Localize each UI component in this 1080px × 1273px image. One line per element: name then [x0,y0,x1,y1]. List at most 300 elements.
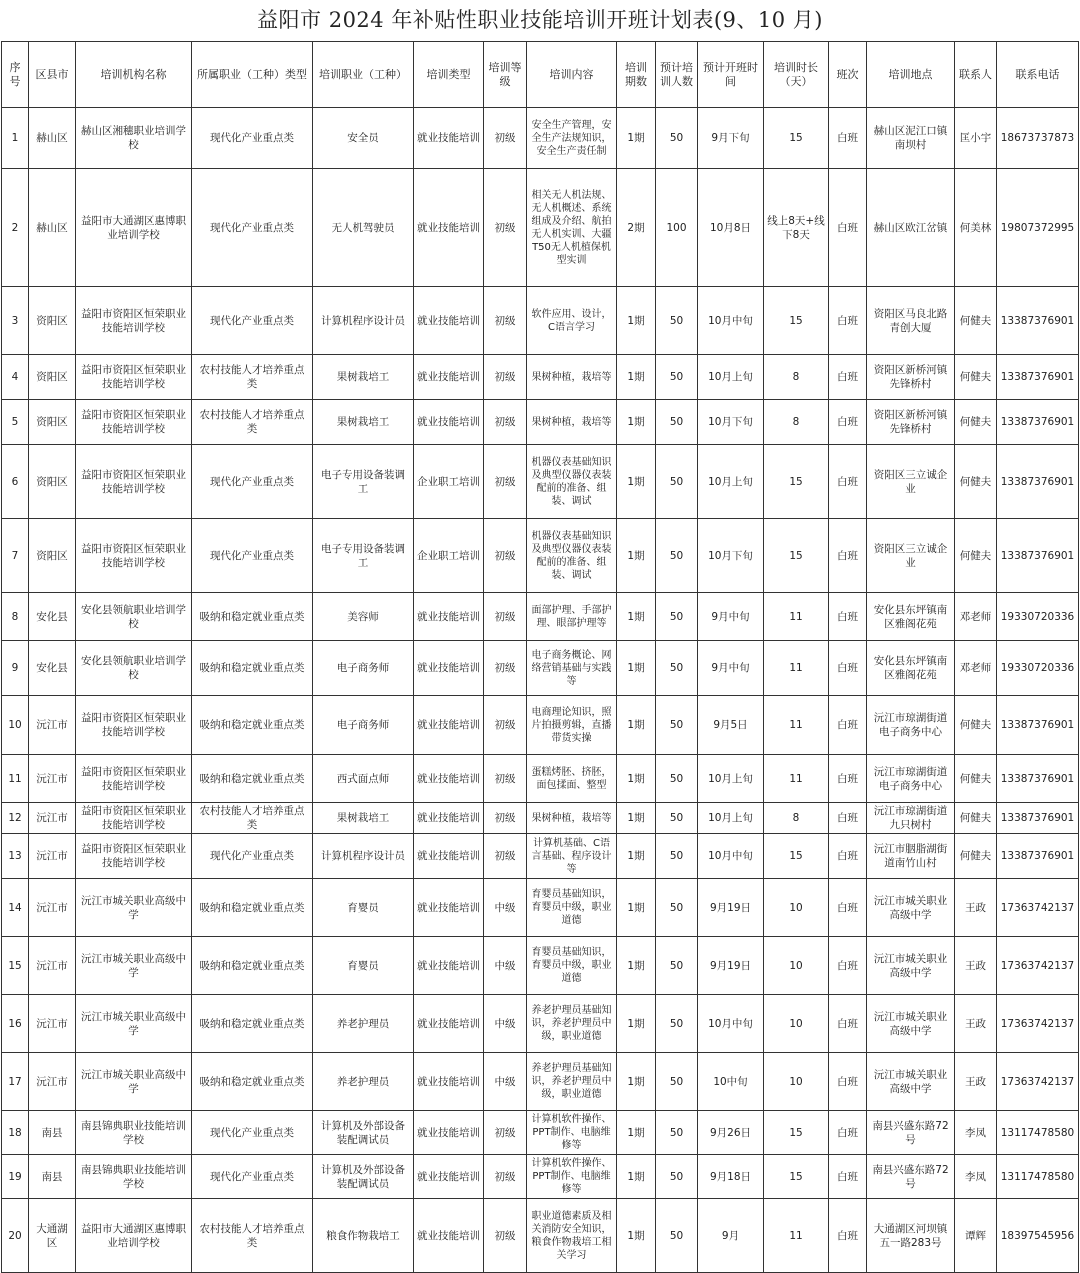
cell-col-level: 初级 [484,593,527,641]
cell-col-training-type: 企业职工培训 [414,445,484,519]
table-row [2,1155,1079,1199]
cell-col-duration: 15 [764,1155,829,1199]
cell-col-institution: 沅江市城关职业高级中学 [76,937,192,995]
cell-col-level: 初级 [484,108,527,169]
cell-col-contact: 何健夫 [955,400,997,445]
cell-col-phone: 17363742137 [997,879,1079,937]
cell-col-level: 初级 [484,1155,527,1199]
cell-col-duration: 11 [764,1199,829,1273]
cell-col-occupation: 电子专用设备装调工 [313,445,414,519]
cell-col-occupation-type: 现代化产业重点类 [192,1111,313,1155]
cell-col-district: 沅江市 [29,834,76,879]
header-col-sessions: 培训期数 [617,42,656,108]
cell-col-phone: 13387376901 [997,400,1079,445]
cell-col-shift: 白班 [829,108,867,169]
cell-col-headcount: 50 [656,803,698,834]
header-col-phone: 联系电话 [997,42,1079,108]
header-col-institution: 培训机构名称 [76,42,192,108]
cell-col-institution: 益阳市资阳区恒荣职业技能培训学校 [76,287,192,355]
cell-col-duration: 8 [764,400,829,445]
cell-col-location: 安化县东坪镇南区雅阁花苑 [867,641,955,696]
cell-col-shift: 白班 [829,287,867,355]
cell-col-shift: 白班 [829,755,867,803]
cell-col-start-time: 9月中旬 [698,593,764,641]
cell-col-district: 赫山区 [29,108,76,169]
cell-col-content: 机器仪表基础知识及典型仪器仪表装配前的准备、组装、调试 [527,519,617,593]
cell-col-location: 沅江市胭脂湖街道南竹山村 [867,834,955,879]
cell-col-start-time: 10月中旬 [698,995,764,1053]
cell-col-sessions: 1期 [617,445,656,519]
cell-col-content: 计算机软件操作、PPT制作、电脑维修等 [527,1111,617,1155]
cell-col-institution: 益阳市资阳区恒荣职业技能培训学校 [76,445,192,519]
cell-col-headcount: 50 [656,519,698,593]
cell-col-level: 中级 [484,1053,527,1111]
cell-col-training-type: 就业技能培训 [414,169,484,287]
cell-col-sessions: 1期 [617,519,656,593]
cell-col-content: 育婴员基础知识，育婴员中级，职业道德 [527,879,617,937]
cell-col-occupation-type: 吸纳和稳定就业重点类 [192,696,313,755]
cell-col-start-time: 9月19日 [698,879,764,937]
cell-col-location: 沅江市琼湖街道九只树村 [867,803,955,834]
cell-col-sessions: 1期 [617,1155,656,1199]
table-row [2,834,1079,879]
cell-col-contact: 何健夫 [955,834,997,879]
cell-col-location: 大通湖区河坝镇五一路283号 [867,1199,955,1273]
cell-col-content: 蛋糕烤胚、挤胚，面包揉面、整型 [527,755,617,803]
cell-col-training-type: 就业技能培训 [414,1155,484,1199]
cell-col-duration: 11 [764,755,829,803]
table-row [2,879,1079,937]
cell-col-phone: 13387376901 [997,755,1079,803]
cell-col-district: 资阳区 [29,400,76,445]
cell-col-duration: 10 [764,937,829,995]
cell-col-training-type: 就业技能培训 [414,1199,484,1273]
cell-col-occupation: 无人机驾驶员 [313,169,414,287]
cell-col-phone: 19330720336 [997,641,1079,696]
cell-col-headcount: 100 [656,169,698,287]
header-col-level: 培训等级 [484,42,527,108]
cell-col-contact: 何健夫 [955,445,997,519]
cell-col-occupation: 粮食作物栽培工 [313,1199,414,1273]
cell-col-sessions: 1期 [617,1111,656,1155]
cell-col-index: 14 [2,879,29,937]
cell-col-headcount: 50 [656,696,698,755]
cell-col-sessions: 1期 [617,287,656,355]
cell-col-content: 电商理论知识，照片拍摄剪辑，直播带货实操 [527,696,617,755]
cell-col-start-time: 10月8日 [698,169,764,287]
table-row [2,400,1079,445]
cell-col-content: 计算机基础、C语言基础、程序设计等 [527,834,617,879]
cell-col-content: 职业道德素质及相关消防安全知识，粮食作物栽培工相关学习 [527,1199,617,1273]
cell-col-duration: 15 [764,445,829,519]
cell-col-shift: 白班 [829,696,867,755]
header-col-occupation: 培训职业（工种） [313,42,414,108]
cell-col-contact: 匡小宇 [955,108,997,169]
cell-col-content: 安全生产管理，安全生产法规知识，安全生产责任制 [527,108,617,169]
cell-col-start-time: 9月 [698,1199,764,1273]
cell-col-contact: 何美林 [955,169,997,287]
cell-col-location: 安化县东坪镇南区雅阁花苑 [867,593,955,641]
cell-col-sessions: 1期 [617,355,656,400]
cell-col-training-type: 就业技能培训 [414,834,484,879]
cell-col-occupation: 养老护理员 [313,1053,414,1111]
cell-col-occupation-type: 现代化产业重点类 [192,834,313,879]
cell-col-content: 果树种植，栽培等 [527,400,617,445]
cell-col-index: 5 [2,400,29,445]
cell-col-training-type: 就业技能培训 [414,108,484,169]
cell-col-shift: 白班 [829,593,867,641]
cell-col-content: 机器仪表基础知识及典型仪器仪表装配前的准备、组装、调试 [527,445,617,519]
cell-col-headcount: 50 [656,879,698,937]
cell-col-level: 初级 [484,834,527,879]
cell-col-phone: 17363742137 [997,1053,1079,1111]
cell-col-index: 2 [2,169,29,287]
cell-col-content: 育婴员基础知识，育婴员中级，职业道德 [527,937,617,995]
cell-col-location: 资阳区新桥河镇先锋桥村 [867,400,955,445]
cell-col-duration: 11 [764,641,829,696]
cell-col-duration: 11 [764,696,829,755]
table-row [2,803,1079,834]
cell-col-headcount: 50 [656,1053,698,1111]
cell-col-occupation-type: 农村技能人才培养重点类 [192,1199,313,1273]
cell-col-district: 资阳区 [29,355,76,400]
cell-col-district: 沅江市 [29,803,76,834]
cell-col-index: 17 [2,1053,29,1111]
cell-col-index: 1 [2,108,29,169]
cell-col-sessions: 1期 [617,696,656,755]
cell-col-headcount: 50 [656,937,698,995]
cell-col-training-type: 就业技能培训 [414,803,484,834]
header-col-headcount: 预计培训人数 [656,42,698,108]
cell-col-start-time: 10月下旬 [698,400,764,445]
cell-col-location: 沅江市琼湖街道电子商务中心 [867,755,955,803]
cell-col-start-time: 10月上旬 [698,755,764,803]
table-row [2,696,1079,755]
cell-col-contact: 何健夫 [955,755,997,803]
cell-col-start-time: 10月上旬 [698,355,764,400]
cell-col-duration: 10 [764,879,829,937]
cell-col-occupation-type: 吸纳和稳定就业重点类 [192,593,313,641]
cell-col-occupation: 果树栽培工 [313,803,414,834]
cell-col-headcount: 50 [656,834,698,879]
cell-col-occupation-type: 吸纳和稳定就业重点类 [192,879,313,937]
cell-col-district: 沅江市 [29,879,76,937]
training-plan-table [1,41,1079,1273]
cell-col-occupation-type: 现代化产业重点类 [192,169,313,287]
cell-col-institution: 益阳市资阳区恒荣职业技能培训学校 [76,400,192,445]
cell-col-occupation-type: 现代化产业重点类 [192,445,313,519]
cell-col-contact: 何健夫 [955,696,997,755]
table-row [2,995,1079,1053]
cell-col-occupation-type: 现代化产业重点类 [192,108,313,169]
cell-col-index: 3 [2,287,29,355]
cell-col-phone: 17363742137 [997,937,1079,995]
cell-col-index: 6 [2,445,29,519]
header-col-start-time: 预计开班时间 [698,42,764,108]
cell-col-phone: 13387376901 [997,355,1079,400]
cell-col-content: 软件应用、设计，C语言学习 [527,287,617,355]
cell-col-sessions: 1期 [617,834,656,879]
table-row [2,169,1079,287]
cell-col-occupation-type: 现代化产业重点类 [192,287,313,355]
cell-col-duration: 8 [764,803,829,834]
cell-col-occupation-type: 农村技能人才培养重点类 [192,400,313,445]
cell-col-headcount: 50 [656,1155,698,1199]
cell-col-institution: 安化县领航职业培训学校 [76,641,192,696]
cell-col-location: 资阳区新桥河镇先锋桥村 [867,355,955,400]
cell-col-phone: 17363742137 [997,995,1079,1053]
cell-col-training-type: 就业技能培训 [414,879,484,937]
cell-col-phone: 18397545956 [997,1199,1079,1273]
cell-col-occupation-type: 农村技能人才培养重点类 [192,803,313,834]
cell-col-district: 沅江市 [29,995,76,1053]
cell-col-contact: 邓老师 [955,641,997,696]
cell-col-headcount: 50 [656,1111,698,1155]
cell-col-duration: 线上8天+线下8天 [764,169,829,287]
cell-col-content: 养老护理员基础知识，养老护理员中级，职业道德 [527,1053,617,1111]
table-row [2,593,1079,641]
cell-col-start-time: 9月下旬 [698,108,764,169]
cell-col-institution: 益阳市资阳区恒荣职业技能培训学校 [76,803,192,834]
cell-col-shift: 白班 [829,879,867,937]
cell-col-contact: 邓老师 [955,593,997,641]
cell-col-district: 南县 [29,1155,76,1199]
cell-col-location: 资阳区三立诚企业 [867,519,955,593]
cell-col-shift: 白班 [829,355,867,400]
cell-col-institution: 赫山区湘穗职业培训学校 [76,108,192,169]
cell-col-headcount: 50 [656,995,698,1053]
cell-col-duration: 8 [764,355,829,400]
cell-col-occupation: 美容师 [313,593,414,641]
cell-col-location: 南县兴盛东路72号 [867,1155,955,1199]
table-row [2,755,1079,803]
cell-col-shift: 白班 [829,400,867,445]
cell-col-occupation: 养老护理员 [313,995,414,1053]
cell-col-contact: 李凤 [955,1155,997,1199]
cell-col-contact: 何健夫 [955,355,997,400]
cell-col-duration: 15 [764,834,829,879]
cell-col-index: 8 [2,593,29,641]
cell-col-training-type: 就业技能培训 [414,937,484,995]
cell-col-district: 沅江市 [29,755,76,803]
cell-col-duration: 11 [764,593,829,641]
cell-col-level: 初级 [484,400,527,445]
cell-col-shift: 白班 [829,937,867,995]
cell-col-location: 资阳区马良北路青创大厦 [867,287,955,355]
cell-col-phone: 13387376901 [997,834,1079,879]
header-col-district: 区县市 [29,42,76,108]
cell-col-training-type: 就业技能培训 [414,1111,484,1155]
cell-col-training-type: 就业技能培训 [414,355,484,400]
cell-col-contact: 谭辉 [955,1199,997,1273]
cell-col-occupation: 果树栽培工 [313,400,414,445]
cell-col-occupation-type: 吸纳和稳定就业重点类 [192,937,313,995]
cell-col-index: 11 [2,755,29,803]
cell-col-district: 大通湖区 [29,1199,76,1273]
table-row [2,445,1079,519]
cell-col-location: 沅江市城关职业高级中学 [867,879,955,937]
cell-col-occupation: 电子专用设备装调工 [313,519,414,593]
cell-col-training-type: 就业技能培训 [414,755,484,803]
cell-col-contact: 何健夫 [955,287,997,355]
cell-col-duration: 10 [764,1053,829,1111]
cell-col-training-type: 就业技能培训 [414,1053,484,1111]
cell-col-location: 沅江市琼湖街道电子商务中心 [867,696,955,755]
cell-col-location: 沅江市城关职业高级中学 [867,1053,955,1111]
cell-col-occupation-type: 吸纳和稳定就业重点类 [192,641,313,696]
cell-col-contact: 何健夫 [955,519,997,593]
cell-col-start-time: 10月下旬 [698,519,764,593]
cell-col-shift: 白班 [829,1199,867,1273]
table-row [2,355,1079,400]
cell-col-index: 15 [2,937,29,995]
cell-col-level: 初级 [484,519,527,593]
cell-col-shift: 白班 [829,1111,867,1155]
cell-col-institution: 益阳市大通湖区惠博职业培训学校 [76,1199,192,1273]
cell-col-occupation: 计算机及外部设备装配调试员 [313,1155,414,1199]
cell-col-sessions: 1期 [617,1053,656,1111]
cell-col-sessions: 1期 [617,879,656,937]
cell-col-start-time: 10中旬 [698,1053,764,1111]
cell-col-location: 南县兴盛东路72号 [867,1111,955,1155]
cell-col-occupation: 计算机程序设计员 [313,287,414,355]
cell-col-occupation: 育婴员 [313,879,414,937]
cell-col-headcount: 50 [656,287,698,355]
cell-col-shift: 白班 [829,519,867,593]
cell-col-phone: 19807372995 [997,169,1079,287]
cell-col-index: 20 [2,1199,29,1273]
cell-col-location: 赫山区欧江岔镇 [867,169,955,287]
cell-col-sessions: 1期 [617,641,656,696]
cell-col-occupation-type: 现代化产业重点类 [192,519,313,593]
cell-col-start-time: 9月中旬 [698,641,764,696]
cell-col-institution: 益阳市资阳区恒荣职业技能培训学校 [76,519,192,593]
table-body [2,108,1079,1273]
cell-col-sessions: 1期 [617,937,656,995]
cell-col-phone: 13387376901 [997,287,1079,355]
cell-col-contact: 王政 [955,1053,997,1111]
cell-col-start-time: 9月26日 [698,1111,764,1155]
cell-col-index: 7 [2,519,29,593]
cell-col-contact: 王政 [955,995,997,1053]
cell-col-headcount: 50 [656,1199,698,1273]
cell-col-index: 18 [2,1111,29,1155]
cell-col-level: 初级 [484,355,527,400]
cell-col-headcount: 50 [656,400,698,445]
cell-col-content: 面部护理、手部护理、眼部护理等 [527,593,617,641]
table-row [2,1053,1079,1111]
cell-col-occupation-type: 吸纳和稳定就业重点类 [192,1053,313,1111]
cell-col-training-type: 就业技能培训 [414,287,484,355]
cell-col-occupation: 西式面点师 [313,755,414,803]
cell-col-start-time: 10月中旬 [698,287,764,355]
cell-col-sessions: 1期 [617,1199,656,1273]
cell-col-headcount: 50 [656,355,698,400]
cell-col-location: 赫山区泥江口镇南坝村 [867,108,955,169]
cell-col-institution: 南县锦典职业技能培训学校 [76,1111,192,1155]
cell-col-contact: 何健夫 [955,803,997,834]
cell-col-phone: 13117478580 [997,1155,1079,1199]
cell-col-level: 初级 [484,641,527,696]
cell-col-phone: 13387376901 [997,519,1079,593]
cell-col-headcount: 50 [656,755,698,803]
cell-col-level: 初级 [484,803,527,834]
table-row [2,937,1079,995]
cell-col-contact: 王政 [955,937,997,995]
table-row [2,1199,1079,1273]
cell-col-shift: 白班 [829,1155,867,1199]
cell-col-headcount: 50 [656,641,698,696]
cell-col-headcount: 50 [656,108,698,169]
cell-col-level: 中级 [484,879,527,937]
header-col-training-type: 培训类型 [414,42,484,108]
cell-col-start-time: 10月中旬 [698,834,764,879]
cell-col-level: 中级 [484,995,527,1053]
cell-col-occupation-type: 农村技能人才培养重点类 [192,355,313,400]
cell-col-institution: 沅江市城关职业高级中学 [76,879,192,937]
cell-col-phone: 13387376901 [997,696,1079,755]
cell-col-district: 沅江市 [29,696,76,755]
cell-col-institution: 益阳市资阳区恒荣职业技能培训学校 [76,755,192,803]
cell-col-occupation: 计算机及外部设备装配调试员 [313,1111,414,1155]
cell-col-shift: 白班 [829,1053,867,1111]
cell-col-duration: 15 [764,108,829,169]
cell-col-level: 初级 [484,755,527,803]
header-col-shift: 班次 [829,42,867,108]
cell-col-index: 4 [2,355,29,400]
cell-col-level: 初级 [484,1111,527,1155]
cell-col-shift: 白班 [829,169,867,287]
cell-col-shift: 白班 [829,995,867,1053]
cell-col-occupation: 果树栽培工 [313,355,414,400]
cell-col-location: 资阳区三立诚企业 [867,445,955,519]
cell-col-start-time: 9月19日 [698,937,764,995]
cell-col-occupation-type: 吸纳和稳定就业重点类 [192,995,313,1053]
cell-col-level: 初级 [484,287,527,355]
cell-col-district: 南县 [29,1111,76,1155]
cell-col-index: 10 [2,696,29,755]
cell-col-level: 初级 [484,696,527,755]
cell-col-sessions: 1期 [617,803,656,834]
cell-col-institution: 沅江市城关职业高级中学 [76,995,192,1053]
cell-col-shift: 白班 [829,803,867,834]
cell-col-content: 果树种植，栽培等 [527,803,617,834]
cell-col-district: 资阳区 [29,519,76,593]
cell-col-institution: 益阳市大通湖区惠博职业培训学校 [76,169,192,287]
cell-col-district: 赫山区 [29,169,76,287]
cell-col-occupation: 育婴员 [313,937,414,995]
cell-col-sessions: 1期 [617,108,656,169]
cell-col-shift: 白班 [829,445,867,519]
header-col-index: 序号 [2,42,29,108]
cell-col-level: 初级 [484,445,527,519]
cell-col-institution: 益阳市资阳区恒荣职业技能培训学校 [76,355,192,400]
cell-col-location: 沅江市城关职业高级中学 [867,937,955,995]
cell-col-index: 13 [2,834,29,879]
header-col-contact: 联系人 [955,42,997,108]
cell-col-training-type: 就业技能培训 [414,593,484,641]
cell-col-institution: 安化县领航职业培训学校 [76,593,192,641]
cell-col-content: 养老护理员基础知识，养老护理员中级，职业道德 [527,995,617,1053]
cell-col-contact: 李凤 [955,1111,997,1155]
cell-col-content: 电子商务概论、网络营销基础与实践等 [527,641,617,696]
cell-col-contact: 王政 [955,879,997,937]
cell-col-location: 沅江市城关职业高级中学 [867,995,955,1053]
cell-col-shift: 白班 [829,834,867,879]
cell-col-level: 中级 [484,937,527,995]
cell-col-district: 安化县 [29,641,76,696]
table-row [2,287,1079,355]
